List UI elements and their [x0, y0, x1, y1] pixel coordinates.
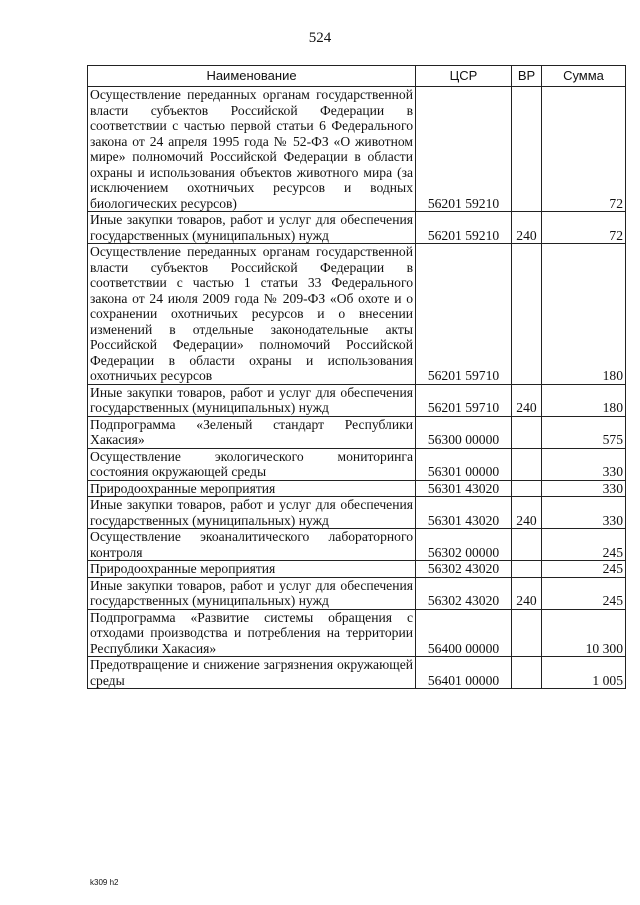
- row-sum: 330: [542, 448, 626, 480]
- row-csr: 56201 59710: [416, 244, 512, 385]
- row-csr: 56302 43020: [416, 561, 512, 578]
- row-name: Осуществление переданных органам государственной власти субъектов Российской Федерации в соответствии с частью 1 статьи 33 Федерального закона от 24 июля 2009 года № 209-ФЗ «Об охоте и о сохранении охотничьих ресурсов и о внесении изменений в отдельные законодательные акты Российской Федерации» полномочий Российской Федерации в области охраны и использования охотничьих ресурсов: [88, 244, 416, 385]
- row-csr: 56300 00000: [416, 416, 512, 448]
- table-row: [88, 244, 626, 385]
- row-vr: 240: [512, 384, 542, 416]
- row-sum: 72: [542, 212, 626, 244]
- row-name: Иные закупки товаров, работ и услуг для обеспечения государственных (муниципальных) нужд: [88, 577, 416, 609]
- row-vr: [512, 416, 542, 448]
- row-sum: 1 005: [542, 657, 626, 689]
- row-name: Иные закупки товаров, работ и услуг для обеспечения государственных (муниципальных) нужд: [88, 384, 416, 416]
- row-vr: [512, 448, 542, 480]
- table-row: [88, 657, 626, 689]
- row-sum: 180: [542, 384, 626, 416]
- row-name: Осуществление экологического мониторинга состояния окружающей среды: [88, 448, 416, 480]
- row-vr: [512, 529, 542, 561]
- row-name: Иные закупки товаров, работ и услуг для обеспечения государственных (муниципальных) нужд: [88, 212, 416, 244]
- header-csr: ЦСР: [416, 66, 512, 87]
- row-vr: [512, 87, 542, 212]
- row-name: Подпрограмма «Зеленый стандарт Республики Хакасия»: [88, 416, 416, 448]
- table-row: [88, 384, 626, 416]
- table-row: [88, 480, 626, 497]
- table-row: [88, 561, 626, 578]
- row-csr: 56301 43020: [416, 497, 512, 529]
- row-name: Осуществление экоаналитического лабораторного контроля: [88, 529, 416, 561]
- row-sum: 330: [542, 497, 626, 529]
- row-name: Подпрограмма «Развитие системы обращения с отходами производства и потребления на территории Республики Хакасия»: [88, 609, 416, 657]
- row-sum: 245: [542, 529, 626, 561]
- row-sum: 72: [542, 87, 626, 212]
- row-vr: 240: [512, 577, 542, 609]
- table-row: [88, 212, 626, 244]
- row-csr: 56301 43020: [416, 480, 512, 497]
- table-row: [88, 448, 626, 480]
- row-vr: [512, 480, 542, 497]
- row-sum: 245: [542, 561, 626, 578]
- row-sum: 330: [542, 480, 626, 497]
- table-row: [88, 577, 626, 609]
- header-sum: Сумма: [542, 66, 626, 87]
- row-csr: 56302 43020: [416, 577, 512, 609]
- row-vr: [512, 244, 542, 385]
- row-vr: [512, 657, 542, 689]
- row-name: Иные закупки товаров, работ и услуг для обеспечения государственных (муниципальных) нужд: [88, 497, 416, 529]
- row-csr: 56301 00000: [416, 448, 512, 480]
- table-row: [88, 87, 626, 212]
- header-vr: ВР: [512, 66, 542, 87]
- budget-table: [87, 65, 626, 689]
- row-vr: [512, 609, 542, 657]
- row-csr: 56201 59210: [416, 87, 512, 212]
- page-number: 524: [308, 30, 332, 46]
- row-vr: 240: [512, 497, 542, 529]
- row-vr: [512, 561, 542, 578]
- table-header-row: [88, 66, 626, 87]
- row-name: Природоохранные мероприятия: [88, 561, 416, 578]
- row-csr: 56302 00000: [416, 529, 512, 561]
- table-row: [88, 529, 626, 561]
- row-sum: 10 300: [542, 609, 626, 657]
- header-name: Наименование: [88, 66, 416, 87]
- row-csr: 56201 59210: [416, 212, 512, 244]
- row-sum: 245: [542, 577, 626, 609]
- row-sum: 575: [542, 416, 626, 448]
- row-csr: 56201 59710: [416, 384, 512, 416]
- row-csr: 56401 00000: [416, 657, 512, 689]
- table-row: [88, 416, 626, 448]
- row-name: Предотвращение и снижение загрязнения окружающей среды: [88, 657, 416, 689]
- row-name: Осуществление переданных органам государственной власти субъектов Российской Федерации в соответствии с частью первой статьи 6 Федерального закона от 24 апреля 1995 года № 52-ФЗ «О животном мире» полномочий Российской Федерации в области охраны и использования объектов животного мира (за исключением охотничьих ресурсов и водных биологических ресурсов): [88, 87, 416, 212]
- row-csr: 56400 00000: [416, 609, 512, 657]
- table-row: [88, 497, 626, 529]
- footer-code: k309 h2: [90, 878, 119, 887]
- row-vr: 240: [512, 212, 542, 244]
- table-row: [88, 609, 626, 657]
- row-name: Природоохранные мероприятия: [88, 480, 416, 497]
- row-sum: 180: [542, 244, 626, 385]
